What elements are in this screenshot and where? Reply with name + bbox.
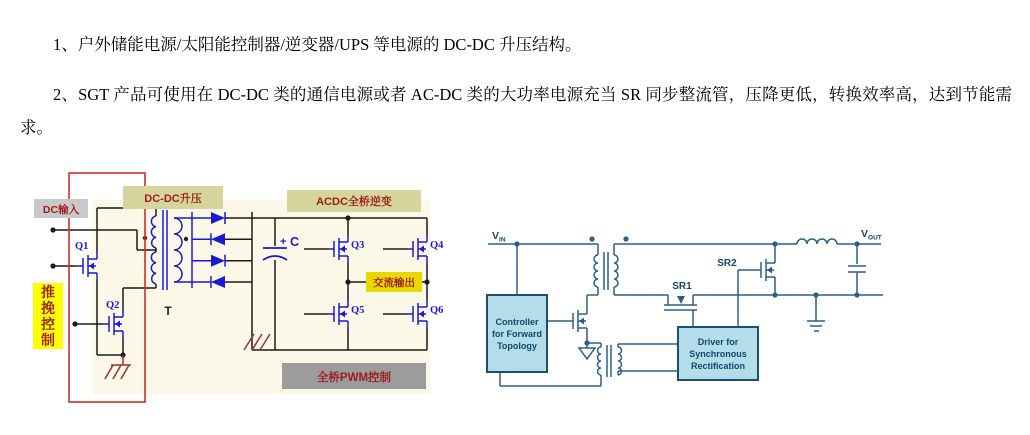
dcdc-boost-label: DC-DC升压: [144, 193, 202, 205]
phasing-dot: [184, 237, 188, 241]
sr1-label: SR1: [672, 281, 692, 292]
controller-box-line1: Controller: [495, 317, 539, 327]
dc-input-label: DC输入: [42, 204, 80, 216]
pushpull-control-label: [33, 283, 63, 349]
q6-label: Q6: [430, 305, 444, 316]
transformer-label: T: [164, 304, 172, 318]
vin-main: V: [492, 230, 500, 242]
driver-box-line3: Rectification: [690, 361, 746, 371]
q2-label: Q2: [106, 300, 120, 311]
vout-label: [861, 228, 882, 242]
ac-output-label: 交流输出: [373, 277, 415, 289]
cap-label: C: [290, 235, 300, 249]
q4-label: Q4: [430, 240, 444, 251]
main-transformer: [594, 252, 618, 290]
output-inductor: [797, 239, 837, 244]
pushpull-boost-inverter-diagram: [30, 160, 460, 422]
q1-label: Q1: [75, 241, 89, 252]
sr2-label: SR2: [717, 258, 737, 269]
pushpull-control-char: 制: [41, 332, 55, 348]
driver-box-line2: Synchronous: [689, 349, 747, 359]
vout-sub: OUT: [868, 234, 882, 242]
pushpull-control-char: 推: [41, 284, 55, 300]
q3-label: Q3: [351, 240, 365, 251]
primary-ground-triangle: [579, 348, 595, 359]
cap-plus-label: +: [280, 236, 287, 248]
pushpull-control-char: 控: [41, 316, 55, 332]
paragraph-1: 1、户外储能电源/太阳能控制器/逆变器/UPS 等电源的 DC-DC 升压结构。: [53, 35, 582, 54]
phasing-dot: [589, 236, 594, 241]
vin-sub: IN: [499, 236, 506, 244]
paragraph-2: 2、SGT 产品可使用在 DC-DC 类的通信电源或者 AC-DC 类的大功率电源充当 SR 同步整流管，压降更低，转换效率高，达到节能需求。: [20, 85, 1012, 137]
vout-main: V: [861, 228, 869, 240]
acdc-inverter-label: ACDC全桥逆变: [316, 196, 392, 208]
sr1-mosfet: [664, 295, 697, 327]
vin-label: [492, 230, 506, 244]
phasing-dot: [623, 236, 628, 241]
pwm-control-label: 全桥PWM控制: [316, 372, 392, 384]
q5-label: Q5: [351, 305, 365, 316]
controller-box-line3: Topology: [497, 341, 537, 351]
primary-mosfet: [567, 307, 587, 335]
sr2-mosfet: [755, 256, 775, 284]
driver-box-line1: Driver for: [697, 337, 739, 347]
sync-rectification-diagram: [480, 215, 910, 405]
pushpull-control-char: 挽: [41, 300, 55, 316]
controller-box-line2: for Forward: [491, 329, 543, 339]
